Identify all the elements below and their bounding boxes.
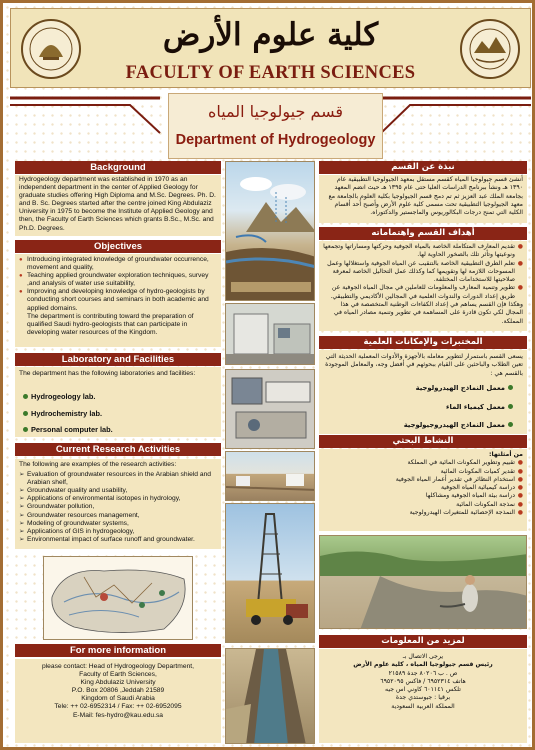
goals-panel-arabic [319, 241, 527, 331]
info-line-arabic: يرجى الاتصال بـ [402, 653, 444, 660]
department-title-arabic: قسم جيولوجيا المياه [207, 102, 344, 121]
lab-equipment-photo [225, 369, 315, 449]
list-item: ➢ Applications of environmental isotopes in hydrology, [19, 495, 217, 503]
lab-item-arabic: معمل النماذج الهيدرولوجية [416, 384, 513, 392]
objectives-closing: The department is contributing toward the preparation of qualified Saudi hydro-geologists that can participate in developing water resources of the Kingdom. [27, 312, 194, 336]
info-line: please contact: Head of Hydrogeology Department, [41, 663, 195, 670]
list-item: ● نمذجة المكونات المائية [323, 501, 523, 509]
bullet-icon [508, 385, 513, 390]
lab-item-arabic: معمل النماذج الهيدروجيولوجية [404, 421, 513, 429]
goals-closing-arabic: وهكذا فإن القسم يساهم في إعداد الكفاءات الوطنية المتخصصة في هذا المجال لكي تكون قادرة على المساهمة في تطوير وتنمية مصادر المياه في المملكة. [333, 301, 523, 325]
list-item: ➢ Modeling of groundwater systems, [19, 520, 217, 528]
drilling-rig-photo [225, 503, 315, 643]
goals-list-arabic [323, 243, 523, 301]
research-heading-arabic: النشاط البحثي [319, 435, 527, 448]
field-site-photo [225, 451, 315, 501]
info-line-arabic: رئيس قسم جيولوجيا المياه ، كلية علوم الأرض [353, 661, 493, 669]
info-line-arabic: تلكس ٦٠١١٤١ كاوني اس جيه [385, 686, 461, 694]
department-title-english: Department of Hydrogeology [175, 132, 376, 148]
list-item: ● تعلم الطرق التطبيقية الخاصة بالتنقيب عن المياه الجوفية واستغلالها وعمل المسوحات اللازمة لها وتقويمها كما وكذلك عمل التحاليل الخاصة لمعرفة صلاحيتها للاستخدامات المختلفة. [323, 260, 523, 285]
background-panel [15, 175, 221, 236]
labs-intro: The department has the following laboratories and facilities: [19, 370, 196, 377]
about-heading-arabic: نبذة عن القسم [319, 161, 527, 174]
research-intro: The following are examples of the research activities: [19, 461, 177, 468]
info-line: Tele: ++ 02-6952314 / Fax: ++ 02-6952095 [54, 703, 182, 711]
list-item: ● تقدير كميات المكونات المائية [323, 468, 523, 476]
list-item: ● تطوير وتنمية المعارف والمعلومات للعاملين في مجال المياه الجوفية عن طريق إعداد الدورات والندوات العلمية في المجالين الأكاديمي والتطبيقي. [323, 284, 523, 301]
research-list-arabic [323, 459, 523, 517]
list-item: ➢ Groundwater pollution, [19, 503, 217, 511]
list-item: ● Improving and developing knowledge of hydro-geologists by conducting short courses and seminars in both academic and applied domains. [19, 288, 217, 312]
list-item: ● Teaching applied groundwater exploration techniques, survey ,and analysis of water use suitability, [19, 272, 217, 288]
labs-heading: Laboratory and Facilities [15, 353, 221, 366]
objectives-heading: Objectives [15, 240, 221, 253]
list-item: ● Introducing integrated knowledge of groundwater occurrence, movement and quality, [19, 256, 217, 272]
department-title-box [168, 93, 383, 159]
lab-item-hydrogeology: Hydrogeology lab. [23, 392, 95, 401]
labs-text-arabic: يسعى القسم باستمرار لتطوير معامله بالأجهزة والأدوات المعملية الحديثة التي تعين الطلاب والباحثين على القيام ببحوثهم في أفضل وجه، والمعامل الموجودة بالقسم هي : [325, 353, 523, 377]
department-band [10, 93, 531, 159]
bullet-icon [23, 427, 28, 432]
list-item: ➢ Groundwater resources management, [19, 512, 217, 520]
research-panel [15, 459, 221, 549]
list-item: ● استخدام النظائر في تقدير أعمار المياه الجوفية [323, 476, 523, 484]
background-heading: Background [15, 161, 221, 174]
research-intro-arabic: من أمثلتها: [489, 451, 523, 458]
groundwater-map-image [43, 556, 193, 640]
about-panel-arabic [319, 175, 527, 223]
list-item: ● تقديم المعارف المتكاملة الخاصة بالمياه الجوفية وحركتها ومساراتها وتجمعها ونوعيتها وتأثر تلك بالصخور الحاوية لها. [323, 243, 523, 260]
research-panel-arabic [319, 449, 527, 531]
labs-heading-arabic: المختبرات والإمكانات العلمية [319, 336, 527, 349]
info-line: Faculty of Earth Sciences, [79, 671, 157, 679]
info-line: P.O. Box 20806 ,Jeddah 21589 [71, 687, 165, 695]
list-item: ● النمذجة الإحصائية للمتغيرات الهيدرولوجية [323, 509, 523, 517]
about-text-arabic: أنشئ قسم جيولوجيا المياه كقسم مستقل بمعهد الجيولوجيا التطبيقية عام ١٣٩٠ هـ ونشأ ببرنامج الدراسات العليا حتى عام ١٣٩٥ هـ حيث انضم المعهد بجامعة الملك عبد العزيز ثم تم دمج قسم الجيولوجيا بكلية العلوم بالجامعة مع معهد الجيولوجيا التطبيقية تحت مسمى كلية علوم الأرض وأصبح أحد أقسام الكلية التي تمنح درجات البكالوريوس والماجستير والدكتوراه. [328, 176, 523, 217]
bullet-icon [23, 394, 28, 399]
list-item: ➢ Environmental impact of surface runoff and groundwater. [19, 536, 217, 544]
research-list [19, 471, 217, 544]
labs-panel [15, 367, 221, 437]
background-text: Hydrogeology department was established in 1970 as an independent department in the center of Applied Geology for graduate studies offering High Diploma and M.Sc. Degrees. Ph. D. and B. Sc. Degrees started after the centre joined King Abdulaziz University in 1975 to become the Institute of Applied Geology and then, the Faculty of Earth Sciences which grants B.Sc., M.Sc. and Ph.D. Degrees. [19, 176, 216, 232]
info-line-arabic: هاتف ٦٩٥٢٣١٤ / فاكس ٦٩٥٢٠٩٥ [380, 677, 466, 685]
info-panel [15, 659, 221, 743]
info-heading: For more information [15, 644, 221, 657]
list-item: ➢ Applications of GIS in hydrogeology, [19, 528, 217, 536]
labs-panel-arabic [319, 350, 527, 434]
field-survey-photo [319, 535, 527, 629]
research-heading: Current Research Activities [15, 443, 221, 456]
hydrologic-cycle-diagram [225, 161, 315, 301]
info-line: Kingdom of Saudi Arabia [81, 695, 155, 703]
bullet-icon [23, 411, 28, 416]
info-panel-arabic [319, 649, 527, 743]
faculty-title-arabic: كلية علوم الأرض [162, 17, 379, 53]
info-line-arabic: ص . ب ٨٠٢٠٦ جدة ٢١٥٨٩ [388, 669, 458, 677]
lab-photo [225, 303, 315, 365]
water-channel-photo [225, 648, 315, 744]
goals-heading-arabic: أهداف القسم واهتماماته [319, 227, 527, 240]
header-banner [10, 8, 531, 88]
bullet-icon [508, 422, 513, 427]
info-line-arabic: برقيا : جيوستدي جدة [395, 694, 451, 702]
lab-item-computer: Personal computer lab. [23, 425, 113, 434]
list-item: ● دراسة كيميائية المياه الجوفية [323, 484, 523, 492]
list-item: ● تقييم وتطوير المكونات المائية في المملكة [323, 459, 523, 467]
faculty-title-english: FACULTY OF EARTH SCIENCES [125, 63, 416, 83]
objectives-list [19, 256, 217, 313]
list-item: ➢ Evaluation of groundwater resources in the Arabian shield and Arabian shelf, [19, 471, 217, 487]
list-item: ➢ Groundwater quality and usability, [19, 487, 217, 495]
objectives-panel [15, 254, 221, 347]
info-email[interactable]: E-Mail: fes-hydro@kau.edu.sa [72, 711, 164, 719]
info-line: King Abdulaziz University [80, 679, 156, 687]
list-item: ● دراسة بيئة المياه الجوفية ومشاكلها [323, 492, 523, 500]
faculty-logo-icon [458, 15, 522, 83]
info-line-arabic: المملكة العربية السعودية [391, 702, 455, 710]
lab-item-hydrochemistry: Hydrochemistry lab. [23, 409, 102, 418]
info-heading-arabic: لمزيد من المعلومات [319, 635, 527, 648]
bullet-icon [508, 404, 513, 409]
lab-item-arabic: معمل كيمياء الماء [446, 403, 513, 411]
